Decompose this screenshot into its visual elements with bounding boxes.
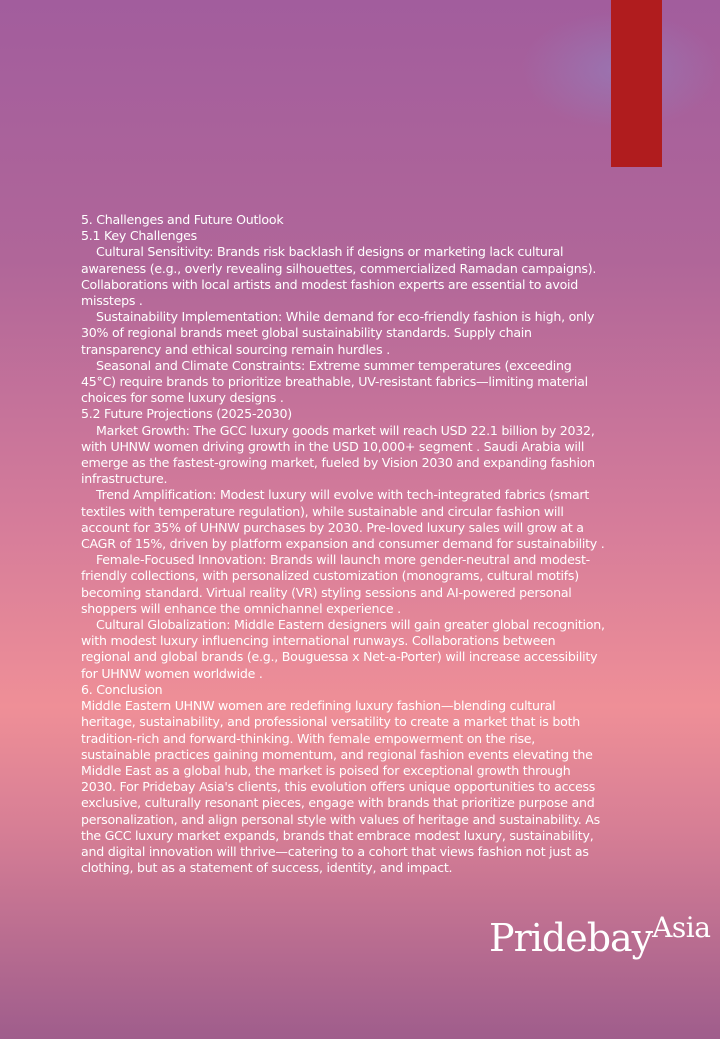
logo-main-text: Pridebay [489, 916, 653, 960]
document-body [81, 212, 606, 876]
logo-sub-text: Asia [652, 911, 711, 944]
pridebay-asia-logo [489, 911, 711, 960]
section-6-heading: 6. Conclusion [81, 681, 163, 697]
section-5-1-heading: 5.1 Key Challenges [81, 228, 197, 244]
section-5-heading: 5. Challenges and Future Outlook [81, 212, 284, 227]
challenge-cultural-sensitivity: Cultural Sensitivity: Brands risk backlash if designs or marketing lack cultural awareness (e.g., overly revealing silhouettes, commercialized Ramadan campaigns). Collaborations with local artists and modest fashion experts are essential to avoid missteps . [81, 244, 597, 309]
challenge-sustainability: Sustainability Implementation: While demand for eco-friendly fashion is high, only 30% of regional brands meet global sustainability standards. Supply chain transparency and ethical sourcing remain hurdles . [81, 309, 595, 357]
challenge-climate: Seasonal and Climate Constraints: Extreme summer temperatures (exceeding 45°C) require brands to prioritize breathable, UV-resistant fabrics—limiting material choices for some luxury designs . [81, 357, 588, 406]
projection-cultural-globalization: Cultural Globalization: Middle Eastern designers will gain greater global recognition, with modest luxury influencing international runways. Collaborations between regional and global brands (e.g., Bouguessa x Net-a-Porter) will increase accessibility for UHNW women worldwide . [81, 617, 605, 681]
section-5-2-heading: 5.2 Future Projections (2025-2030) [81, 406, 292, 422]
projection-female-innovation: Female-Focused Innovation: Brands will launch more gender-neutral and modest-friendly collections, with personalized customization (monograms, cultural motifs) becoming standard. Virtual reality (VR) styling sessions and AI-powered personal shoppers will enhance the omnichannel experience . [81, 552, 590, 616]
projection-market-growth: Market Growth: The GCC luxury goods market will reach USD 22.1 billion by 2032, with UHNW women driving growth in the USD 10,000+ segment . Saudi Arabia will emerge as the fastest-growing market, fueled by Vision 2030 and expanding fashion infrastructure. [81, 422, 595, 487]
conclusion-paragraph: Middle Eastern UHNW women are redefining luxury fashion—blending cultural heritage, sustainability, and professional versatility to create a market that is both tradition-rich and forward-thinking. With female empowerment on the rise, sustainable practices gaining momentum, and regional fashion events elevating the Middle East as a global hub, the market is poised for exceptional growth through 2030. For Pridebay Asia's clients, this evolution offers unique opportunities to access exclusive, culturally resonant pieces, engage with brands that prioritize purpose and personalization, and align personal style with values of heritage and sustainability. As the GCC luxury market expands, brands that embrace modest luxury, sustainability, and digital innovation will thrive—catering to a cohort that views fashion not just as clothing, but as a statement of success, identity, and impact. [81, 698, 600, 876]
red-accent-tab [611, 0, 662, 167]
projection-trend-amplification: Trend Amplification: Modest luxury will evolve with tech-integrated fabrics (smart textiles with temperature regulation), while sustainable and circular fashion will account for 35% of UHNW purchases by 2030. Pre-loved luxury sales will grow at a CAGR of 15%, driven by platform expansion and consumer demand for sustainability . [81, 487, 605, 552]
